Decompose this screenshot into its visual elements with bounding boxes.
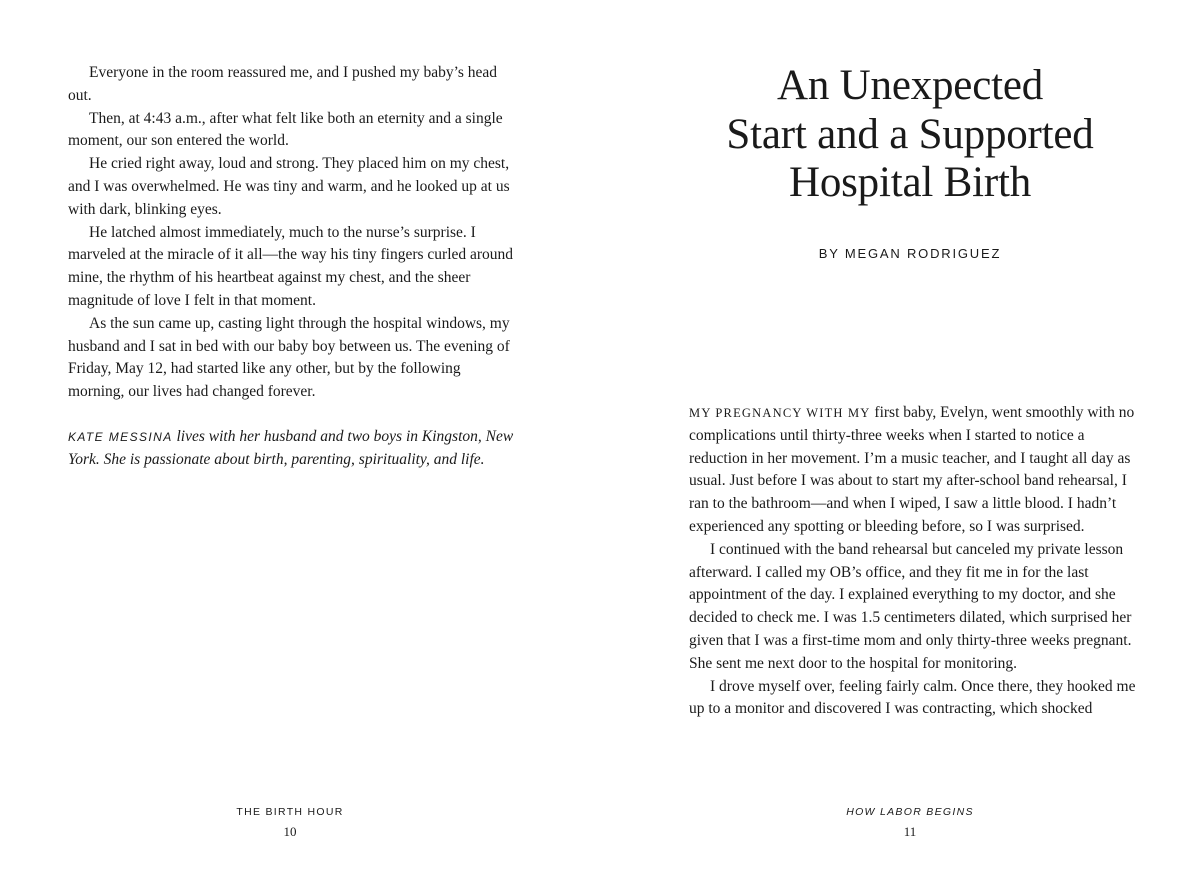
paragraph: Everyone in the room reassured me, and I pushed my baby’s head out. <box>68 64 498 104</box>
opening-paragraph <box>689 402 1137 539</box>
right-page <box>600 0 1200 873</box>
byline: BY MEGAN RODRIGUEZ <box>818 246 1002 261</box>
chapter-title-line: Start and a Supported <box>726 110 1094 158</box>
paragraph: I continued with the band rehearsal but canceled my private lesson afterward. I called my OB’s office, and they fit me in for the last appointment of the day. I explained everything to my doctor, and she decided to check me. I was 1.5 centimeters dilated, which surprised her given that I was a first-time mom and only thirty-three weeks pregnant. She sent me next door to the hospital for monitoring. <box>689 540 1132 672</box>
left-page-body <box>68 62 516 404</box>
running-footer-title: THE BIRTH HOUR <box>236 806 344 818</box>
chapter-title-line: An Unexpected <box>776 62 1044 109</box>
paragraph: I drove myself over, feeling fairly calm. Once there, they hooked me up to a monitor and discovered I was contracting, which shocked <box>689 677 1136 718</box>
author-bio-name: KATE MESSINA <box>68 430 173 444</box>
running-footer-title: HOW LABOR BEGINS <box>846 806 974 818</box>
chapter-title <box>690 62 1130 208</box>
author-bio <box>68 426 516 472</box>
right-page-body <box>689 402 1137 721</box>
right-page-footer <box>800 805 1020 841</box>
page-number: 10 <box>283 824 297 839</box>
paragraph: Then, at 4:43 a.m., after what felt like both an eternity and a single moment, our son entered the world. <box>68 109 503 150</box>
chapter-title-line: Hospital Birth <box>788 159 1032 206</box>
author-bio-text: lives with her husband and two boys in Kingston, New York. She is passionate about birth, parenting, spirituality, and life. <box>68 428 514 468</box>
page-number: 11 <box>903 824 917 839</box>
lead-in-smallcaps: MY PREGNANCY WITH MY <box>689 406 871 420</box>
paragraph: He cried right away, loud and strong. They placed him on my chest, and I was overwhelmed. He was tiny and warm, and he looked up at us with dark, blinking eyes. <box>68 155 510 218</box>
paragraph: He latched almost immediately, much to the nurse’s surprise. I marveled at the miracle of it all—the way his tiny fingers curled around mine, the rhythm of his heartbeat against my chest, and the sheer magnitude of love I felt in that moment. <box>68 223 514 309</box>
left-page-footer <box>180 805 400 841</box>
opening-paragraph-text: first baby, Evelyn, went smoothly with no complications until thirty-three weeks when I started to notice a reduction in her movement. I’m a music teacher, and I taught all day as usual. Just before I was about to start my after-school band rehearsal, I ran to the bathroom—and when I wiped, I saw a little blood. I hadn’t experienced any spotting or bleeding before, so I was surprised. <box>689 404 1135 535</box>
paragraph: As the sun came up, casting light through the hospital windows, my husband and I sat in bed with our baby boy between us. The evening of Friday, May 12, had started like any other, but by the following morning, our lives had changed forever. <box>68 314 510 401</box>
